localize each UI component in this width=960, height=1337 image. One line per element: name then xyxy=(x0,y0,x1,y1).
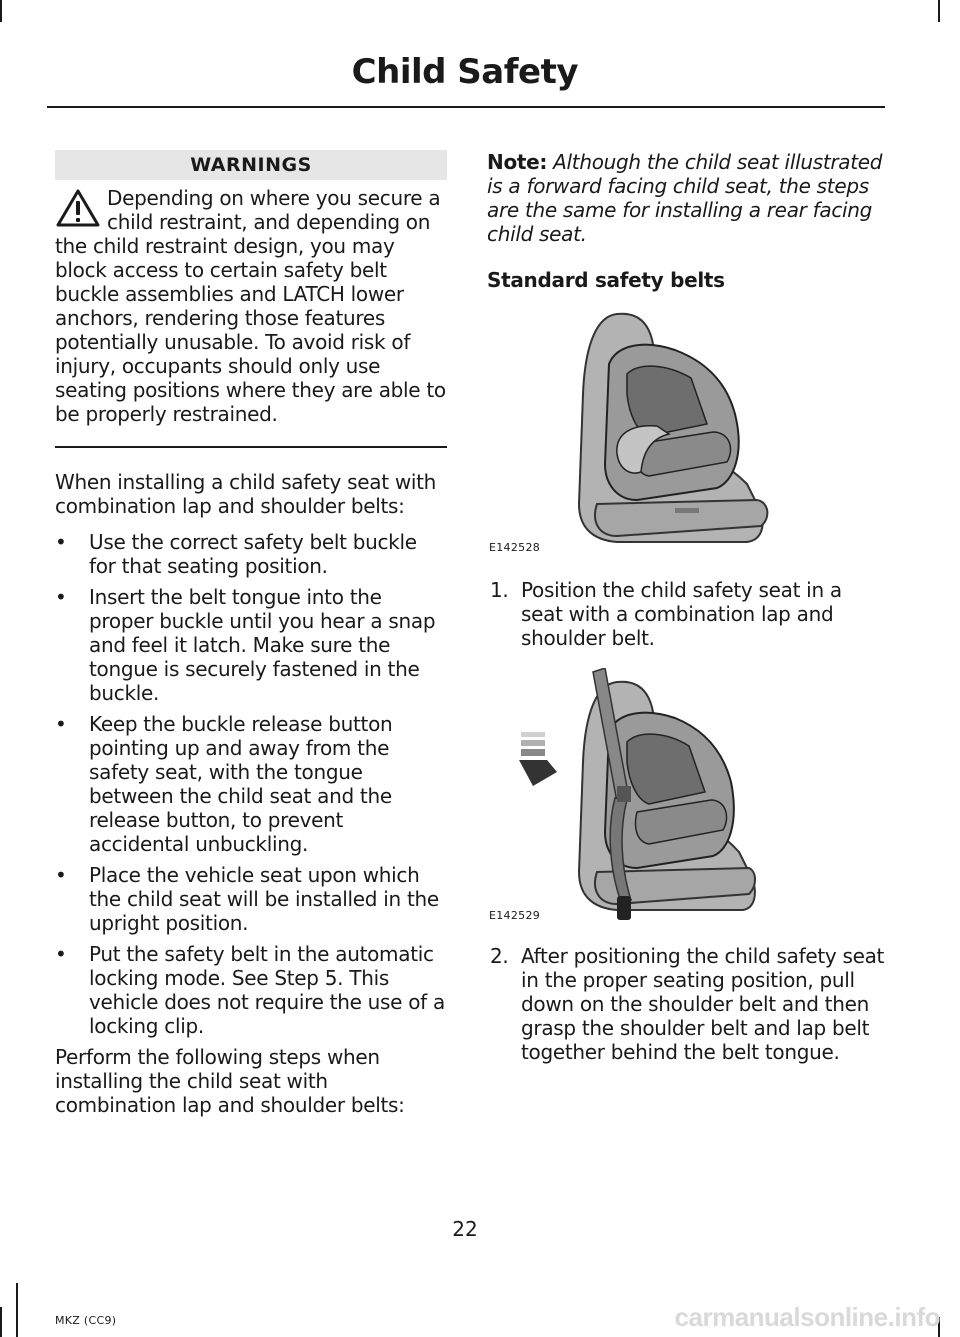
list-item: • Put the safety belt in the automatic locking mode. See Step 5. This vehicle does not require the use of a locking clip. xyxy=(55,942,447,1038)
left-column xyxy=(55,150,447,1117)
step-item xyxy=(487,944,887,1064)
arrow-down-icon xyxy=(519,732,557,786)
model-code: MKZ (CC9) xyxy=(55,1314,117,1327)
section-subheading: Standard safety belts xyxy=(487,268,725,292)
step-text: After positioning the child safety seat in the proper seating position, pull down on the shoulder belt and then grasp the shoulder belt and lap belt together behind the belt tongue. xyxy=(521,944,885,1064)
warning-text: Depending on where you secure a child restraint, and depending on the child restraint design, you may block access to certain safety belt buckle assemblies and LATCH lower anchors, rendering those features potentially unusable. To avoid risk of injury, occupants should only use seating positions where they are able to be properly restrained. xyxy=(55,186,446,426)
child-seat-belt-illustration xyxy=(487,668,887,924)
note-text: Although the child seat illustrated is a forward facing child seat, the steps are the same for installing a rear facing child seat. xyxy=(487,150,883,246)
steps-list-part1 xyxy=(487,578,887,650)
crop-mark xyxy=(16,1283,18,1337)
instruction-list xyxy=(55,530,447,1038)
figure-code: E142529 xyxy=(489,909,541,922)
list-item: • Place the vehicle seat upon which the child seat will be installed in the upright position. xyxy=(55,863,447,935)
step-number: 1. xyxy=(490,578,509,602)
child-seat-belt-image xyxy=(517,668,757,922)
warnings-divider xyxy=(55,446,447,448)
crop-mark xyxy=(938,0,940,22)
list-item: • Insert the belt tongue into the proper buckle until you hear a snap and feel it latch. Make sure the tongue is securely fastened in the buckle. xyxy=(55,585,447,705)
right-column xyxy=(487,150,887,1064)
steps-intro-paragraph: Perform the following steps when installing the child seat with combination lap and shoulder belts: xyxy=(55,1045,405,1117)
step-number: 2. xyxy=(490,944,509,968)
watermark: carmanualsonline.info xyxy=(674,1302,940,1332)
note-label: Note: xyxy=(487,150,548,174)
intro-paragraph: When installing a child safety seat with combination lap and shoulder belts: xyxy=(55,470,437,518)
step-text: Position the child safety seat in a seat with a combination lap and shoulder belt. xyxy=(521,578,842,650)
warnings-heading: WARNINGS xyxy=(55,150,447,180)
note-paragraph xyxy=(487,150,887,246)
list-item: • Use the correct safety belt buckle for that seating position. xyxy=(55,530,447,578)
warnings-box xyxy=(55,180,447,426)
page-title: Child Safety xyxy=(351,52,578,92)
steps-list-part2 xyxy=(487,944,887,1064)
child-seat-illustration xyxy=(487,304,887,556)
step-item xyxy=(487,578,887,650)
header-divider xyxy=(47,106,885,108)
warning-triangle-icon xyxy=(55,188,101,228)
page-number: 22 xyxy=(452,1217,478,1241)
figure-code: E142528 xyxy=(489,541,541,554)
crop-mark xyxy=(0,1307,2,1337)
crop-mark xyxy=(0,0,2,22)
list-item: • Keep the buckle release button pointing up and away from the safety seat, with the tongue between the child seat and the release button, to prevent accidental unbuckling. xyxy=(55,712,447,856)
child-seat-image xyxy=(557,304,777,554)
